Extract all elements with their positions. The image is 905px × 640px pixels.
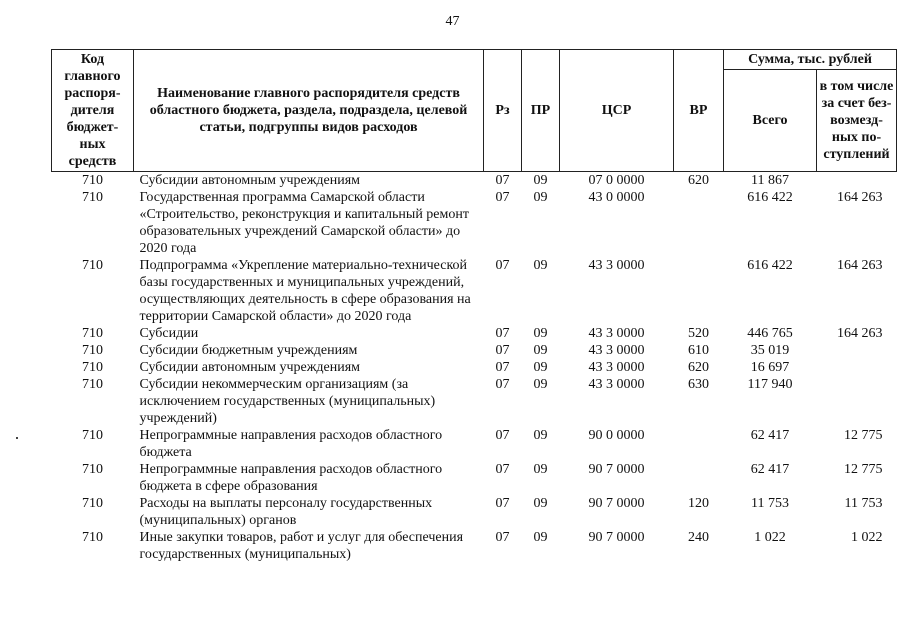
cell-rz: 07 xyxy=(495,173,510,188)
cell-total: 62 417 xyxy=(750,462,790,477)
cell-vr: 610 xyxy=(688,343,709,358)
header-name: Наименование главного распорядителя средств областного бюджета, раздела, подраздела, целевой статьи, подгруппы видов расходов xyxy=(134,50,484,172)
cell-csr: 43 3 0000 xyxy=(588,360,645,375)
cell-pr: 09 xyxy=(533,377,548,392)
cell-total: 616 422 xyxy=(747,190,793,205)
cell-csr: 90 7 0000 xyxy=(588,496,645,511)
header-rz: Рз xyxy=(484,50,522,172)
table-row xyxy=(52,189,897,257)
cell-incl: 12 775 xyxy=(844,462,883,477)
table-body xyxy=(52,172,897,564)
cell-incl: 12 775 xyxy=(844,428,883,443)
cell-vr xyxy=(674,461,724,495)
cell-total: 16 697 xyxy=(750,360,790,375)
cell-vr: 120 xyxy=(688,496,709,511)
cell-name: Непрограммные направления расходов областного бюджета в сфере образования xyxy=(139,462,443,494)
cell-incl: 11 753 xyxy=(844,496,883,511)
cell-name: Субсидии некоммерческим организациям (за исключением государственных (муниципальных) учреждений) xyxy=(139,377,436,426)
cell-rz: 07 xyxy=(495,343,510,358)
table-row xyxy=(52,172,897,190)
cell-incl xyxy=(817,342,897,359)
table-row xyxy=(52,461,897,495)
cell-code: 710 xyxy=(82,258,103,273)
header-code: Код главного распоря-дителя бюджет-ных средств xyxy=(52,50,134,172)
table-row xyxy=(52,257,897,325)
cell-total: 35 019 xyxy=(750,343,790,358)
cell-total: 62 417 xyxy=(750,428,790,443)
scan-speck xyxy=(16,437,18,439)
cell-code: 710 xyxy=(82,377,103,392)
cell-vr: 620 xyxy=(688,173,709,188)
cell-csr: 43 3 0000 xyxy=(588,326,645,341)
cell-rz: 07 xyxy=(495,462,510,477)
cell-name: Государственная программа Самарской области «Строительство, реконструкция и капитальный ремонт образовательных учреждений Самарской области» до 2020 года xyxy=(139,190,469,256)
cell-code: 710 xyxy=(82,173,103,188)
cell-total: 11 753 xyxy=(751,496,789,511)
header-vr: ВР xyxy=(674,50,724,172)
cell-name: Подпрограмма «Укрепление материально-технической базы государственных и муниципальных учреждений, осуществляющих деятельность в сфере образования на территории Самарской области» до 2020 года xyxy=(139,258,471,324)
cell-incl xyxy=(817,359,897,376)
cell-code: 710 xyxy=(82,360,103,375)
cell-code: 710 xyxy=(82,428,103,443)
cell-code: 710 xyxy=(82,343,103,358)
budget-table xyxy=(51,49,897,563)
cell-name: Субсидии xyxy=(139,326,199,341)
cell-rz: 07 xyxy=(495,377,510,392)
cell-incl: 164 263 xyxy=(837,258,883,273)
cell-name: Расходы на выплаты персоналу государственных (муниципальных) органов xyxy=(139,496,433,528)
cell-rz: 07 xyxy=(495,190,510,205)
cell-incl: 164 263 xyxy=(837,190,883,205)
cell-rz: 07 xyxy=(495,360,510,375)
cell-pr: 09 xyxy=(533,258,548,273)
table-row xyxy=(52,359,897,376)
cell-rz: 07 xyxy=(495,326,510,341)
header-total: Всего xyxy=(724,70,817,172)
cell-incl: 1 022 xyxy=(851,530,883,545)
cell-rz: 07 xyxy=(495,428,510,443)
cell-code: 710 xyxy=(82,326,103,341)
cell-csr: 90 7 0000 xyxy=(588,530,645,545)
cell-total: 11 867 xyxy=(751,173,789,188)
cell-name: Непрограммные направления расходов областного бюджета xyxy=(139,428,443,460)
cell-pr: 09 xyxy=(533,190,548,205)
cell-code: 710 xyxy=(82,530,103,545)
cell-pr: 09 xyxy=(533,462,548,477)
cell-csr: 43 3 0000 xyxy=(588,377,645,392)
cell-csr: 07 0 0000 xyxy=(588,173,645,188)
cell-csr: 90 0 0000 xyxy=(588,428,645,443)
cell-vr: 240 xyxy=(688,530,709,545)
cell-csr: 43 0 0000 xyxy=(588,190,645,205)
page-number: 47 xyxy=(445,14,460,29)
cell-vr xyxy=(674,427,724,461)
cell-total: 616 422 xyxy=(747,258,793,273)
cell-rz: 07 xyxy=(495,530,510,545)
table-row xyxy=(52,427,897,461)
cell-pr: 09 xyxy=(533,343,548,358)
cell-pr: 09 xyxy=(533,530,548,545)
table-row xyxy=(52,325,897,342)
cell-name: Иные закупки товаров, работ и услуг для обеспечения государственных (муниципальных) xyxy=(139,530,464,562)
cell-pr: 09 xyxy=(533,173,548,188)
cell-total: 1 022 xyxy=(754,530,786,545)
cell-vr: 520 xyxy=(688,326,709,341)
table-row xyxy=(52,342,897,359)
cell-code: 710 xyxy=(82,496,103,511)
cell-vr xyxy=(674,257,724,325)
header-incl: в том числе за счет без-возмезд-ных по-ступлений xyxy=(817,70,897,172)
cell-name: Субсидии автономным учреждениям xyxy=(139,173,361,188)
table-row xyxy=(52,376,897,427)
header-pr: ПР xyxy=(522,50,560,172)
cell-pr: 09 xyxy=(533,360,548,375)
cell-code: 710 xyxy=(82,190,103,205)
cell-incl xyxy=(817,376,897,427)
cell-rz: 07 xyxy=(495,496,510,511)
header-sum: Сумма, тыс. рублей xyxy=(724,50,897,70)
table-row xyxy=(52,495,897,529)
cell-vr: 630 xyxy=(688,377,709,392)
cell-vr: 620 xyxy=(688,360,709,375)
cell-total: 117 940 xyxy=(747,377,793,392)
cell-rz: 07 xyxy=(495,258,510,273)
cell-csr: 43 3 0000 xyxy=(588,343,645,358)
cell-code: 710 xyxy=(82,462,103,477)
cell-incl xyxy=(817,172,897,190)
cell-pr: 09 xyxy=(533,496,548,511)
cell-pr: 09 xyxy=(533,428,548,443)
cell-name: Субсидии бюджетным учреждениям xyxy=(139,343,358,358)
cell-name: Субсидии автономным учреждениям xyxy=(139,360,361,375)
cell-pr: 09 xyxy=(533,326,548,341)
cell-vr xyxy=(674,189,724,257)
cell-incl: 164 263 xyxy=(837,326,883,341)
table-row xyxy=(52,529,897,563)
cell-csr: 43 3 0000 xyxy=(588,258,645,273)
header-csr: ЦСР xyxy=(560,50,674,172)
cell-csr: 90 7 0000 xyxy=(588,462,645,477)
cell-total: 446 765 xyxy=(747,326,793,341)
